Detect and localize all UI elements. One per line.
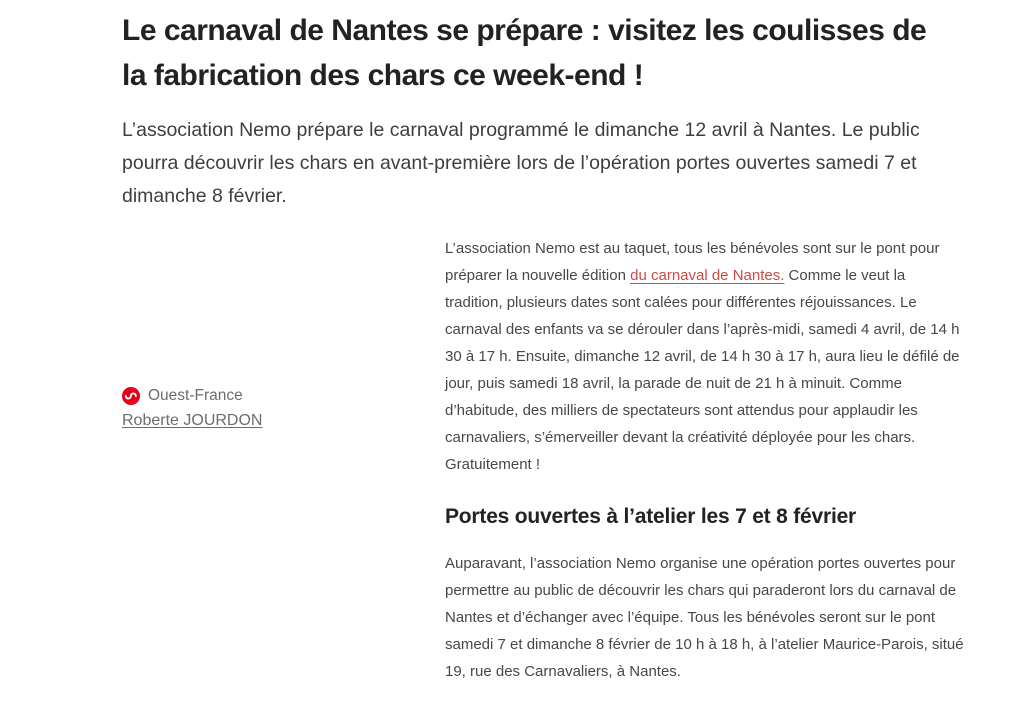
article-columns [122,235,964,685]
paragraph-text-after-link: Comme le veut la tradition, plusieurs dates sont calées pour différentes réjouissances. Le carnaval des enfants va se dérouler dans l’après-midi, samedi 4 avril, de 14 h 30 à 17 h. Ensuite, dimanche 12 avril, de 14 h 30 à 17 h, aura lieu le défilé de jour, puis samedi 18 avril, la parade de nuit de 21 h à minuit. Comme d’habitude, des milliers de spectateurs sont attendus pour applaudir les carnavaliers, s’émerveiller devant la créativité déployée pour les chars. Gratuitement ! [445,267,960,473]
article-lede: L’association Nemo prépare le carnaval programmé le dimanche 12 avril à Nantes. Le public pourra découvrir les chars en avant-première lors de l’opération portes ouvertes samedi 7 et dimanche 8 février. [122,119,920,207]
byline-column [122,235,445,430]
source-row [122,387,445,405]
byline [122,387,445,430]
paragraph-text-before-link: L’association Nemo est au taquet, tous les bénévoles sont sur le pont pour préparer la nouvelle édition [445,240,940,284]
carnaval-de-nantes-link[interactable]: du carnaval de Nantes. [630,267,785,284]
article-paragraph-2: Auparavant, l’association Nemo organise une opération portes ouvertes pour permettre au public de découvrir les chars qui paraderont lors du carnaval de Nantes et d’échanger avec l’équipe. Tous les bénévoles seront sur le pont samedi 7 et dimanche 8 février de 10 h à 18 h, à l’atelier Maurice-Parois, situé 19, rue des Carnavaliers, à Nantes. [445,555,964,680]
section-subheading: Portes ouvertes à l’atelier les 7 et 8 février [445,505,857,528]
article-title: Le carnaval de Nantes se prépare : visitez les coulisses de la fabrication des chars ce week-end ! [122,14,927,92]
article-paragraph-1 [445,235,965,478]
author-link[interactable]: Roberte JOURDON [122,412,263,429]
source-name: Ouest-France [148,387,243,404]
body-column [445,235,965,685]
ouest-france-logo-icon [122,387,140,405]
